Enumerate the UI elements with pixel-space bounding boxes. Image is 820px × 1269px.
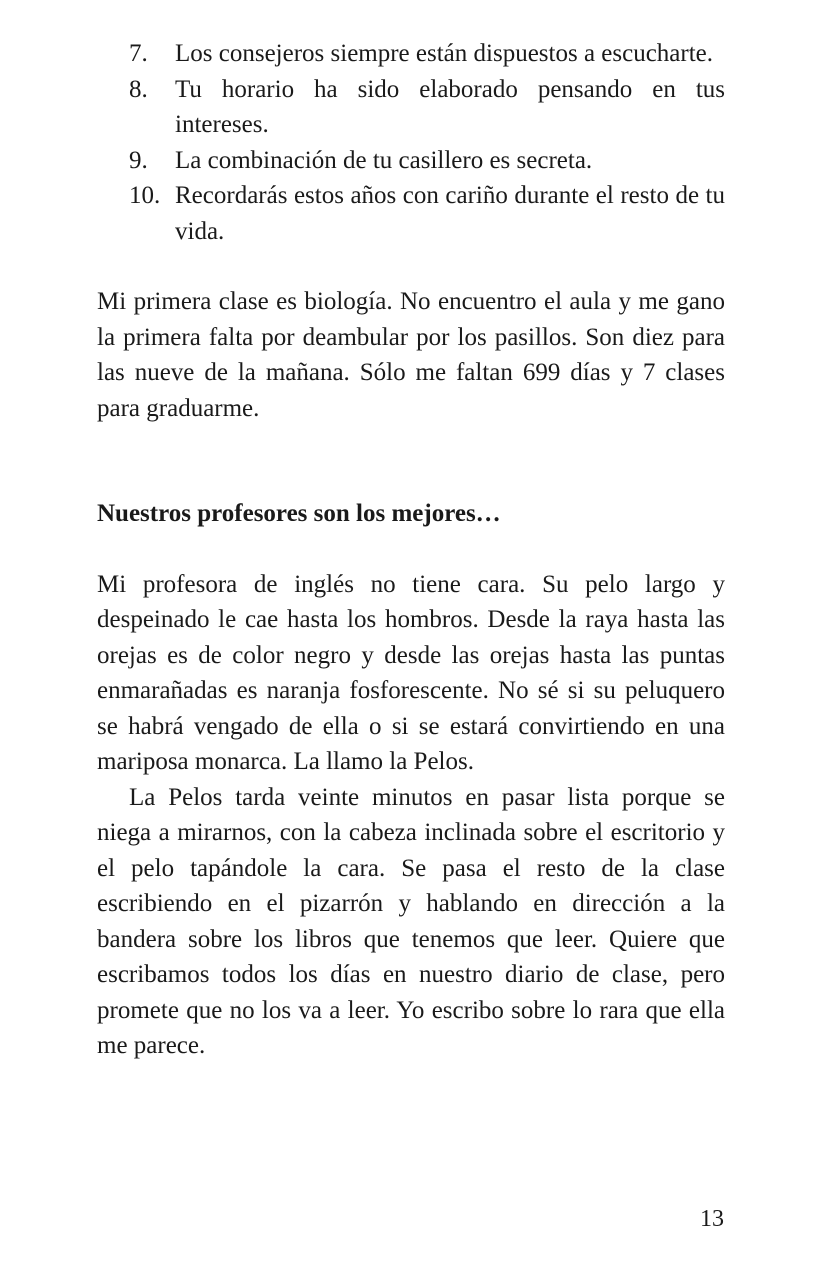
list-item [97, 36, 725, 72]
page-body [97, 36, 725, 1064]
spacer [97, 532, 725, 567]
list-item-number: 10. [129, 182, 161, 209]
paragraph-english-teacher: Mi profesora de inglés no tiene cara. Su pelo largo y despeinado le cae hasta los hombros. Desde la raya hasta las orejas es de color negro y desde las orejas hasta las puntas enmarañadas es naranja fosforescente. No sé si su peluquero se habrá vengado de ella o si se estará convirtiendo en una mariposa monarca. La llamo la Pelos. [97, 570, 725, 775]
list-item [97, 178, 725, 249]
list-item-text: Los consejeros siempre están dispuestos a escucharte. [175, 40, 714, 67]
paragraph-first-class: Mi primera clase es biología. No encuentro el aula y me gano la primera falta por deambular por los pasillos. Son diez para las nueve de la mañana. Sólo me faltan 699 días y 7 clases para graduarme. [97, 288, 725, 422]
list-item-text: Recordarás estos años con cariño durante el resto de tu vida. [175, 182, 725, 245]
page-number: 13 [700, 1206, 724, 1232]
section-heading: Nuestros profesores son los mejores… [97, 500, 501, 527]
list-item [97, 143, 725, 179]
list-item-number: 9. [129, 146, 148, 174]
spacer [97, 426, 725, 496]
list-item-text: La combinación de tu casillero es secreta. [175, 146, 593, 174]
list-item-number: 7. [129, 40, 148, 67]
numbered-list [97, 36, 725, 249]
list-item [97, 72, 725, 143]
spacer [97, 249, 725, 284]
list-item-number: 8. [129, 75, 148, 103]
paragraph-roll-call: La Pelos tarda veinte minutos en pasar lista porque se niega a mirarnos, con la cabeza inclinada sobre el escritorio y el pelo tapándole la cara. Se pasa el resto de la clase escribiendo en el pizarrón y hablando en dirección a la bandera sobre los libros que tenemos que leer. Quiere que escribamos todos los días en nuestro diario de clase, pero promete que no los va a leer. Yo escribo sobre lo rara que ella me parece. [97, 783, 725, 1059]
list-item-text: Tu horario ha sido elaborado pensando en tus intereses. [175, 75, 725, 138]
